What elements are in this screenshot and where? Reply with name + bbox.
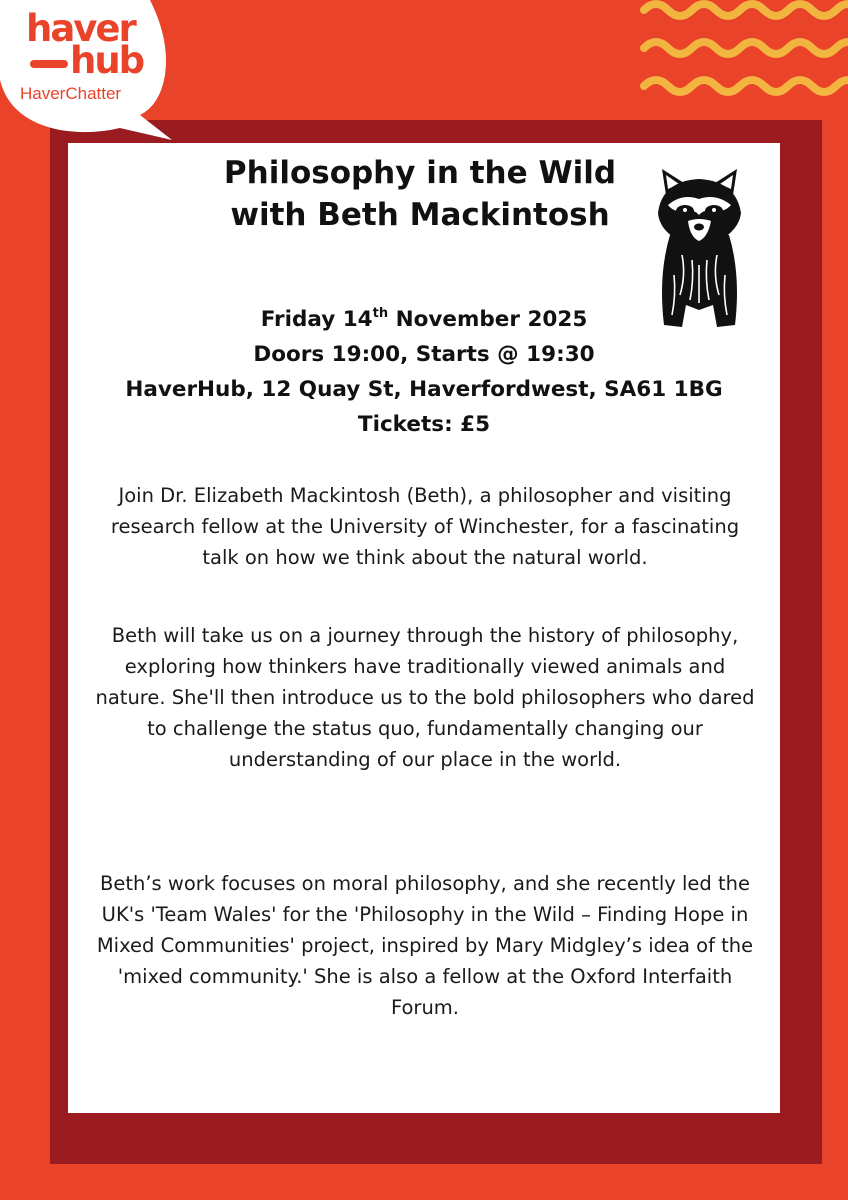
logo-brand-name: HaverChatter (20, 84, 122, 103)
date-day: Friday 14 (260, 307, 373, 332)
description-paragraph-1: Join Dr. Elizabeth Mackintosh (Beth), a philosopher and visiting research fellow at the University of Winchester, for a fascinating talk on how we think about the natural world. (110, 484, 740, 569)
event-date (68, 296, 780, 337)
event-tickets: Tickets: £5 (357, 412, 491, 437)
logo-dash (30, 60, 68, 68)
logo-hub-text: hub (70, 39, 144, 82)
event-venue: HaverHub, 12 Quay St, Haverfordwest, SA61 1BG (125, 377, 723, 402)
title-line-1: Philosophy in the Wild (223, 155, 617, 191)
date-rest: November 2025 (388, 307, 588, 332)
description-paragraph-3: Beth’s work focuses on moral philosophy, and she recently led the UK's 'Team Wales' for the 'Philosophy in the Wild – Finding Hope in Mixed Communities' project, inspired by Mary Midgley’s idea of the 'mixed community.' She is also a fellow at the Oxford Interfaith Forum. (96, 872, 754, 1019)
event-title (150, 152, 690, 236)
date-suffix: th (372, 306, 389, 321)
wave-pattern-icon (636, 0, 848, 100)
title-line-2: with Beth Mackintosh (230, 197, 610, 233)
event-details (68, 296, 780, 442)
description-paragraph-2: Beth will take us on a journey through the history of philosophy, exploring how thinkers have traditionally viewed animals and nature. She'll then introduce us to the bold philosophers who dared to challenge the status quo, fundamentally changing our understanding of our place in the world. (95, 624, 755, 771)
event-times: Doors 19:00, Starts @ 19:30 (253, 342, 595, 367)
logo-haver-text: haver (26, 7, 135, 50)
